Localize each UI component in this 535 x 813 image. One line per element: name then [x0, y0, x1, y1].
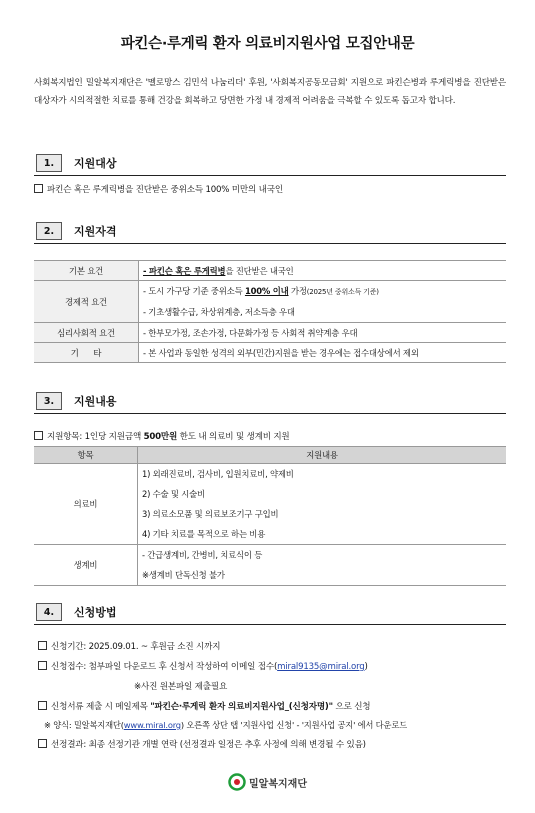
support-value-medical: 1) 외래진료비, 검사비, 입원치료비, 약제비 2) 수술 및 시술비 3) 의료소모품 및 의료보조기구 구입비 4) 기타 치료를 목적으로 하는 비용: [138, 464, 507, 545]
table-row: [34, 545, 506, 586]
intro-paragraph: 사회복지법인 밀알복지재단은 '멜로망스 김민석 나눔리더' 후원, '사회복지공동모금회' 지원으로 파킨슨병과 루게릭병을 진단받은 대상자가 시의적절한 치료를 통해 건강을 회복하고 당면한 가정 내 경제적 어려움을 극복할 수 있도록 돕고자 합니다.: [34, 78, 506, 106]
section-4-label: 신청방법: [74, 606, 117, 619]
section-3-number: 3.: [36, 392, 62, 410]
support-key-medical: 의료비: [34, 464, 138, 545]
column-header-item: 항목: [34, 447, 138, 464]
table-row: [34, 343, 506, 363]
apply-period: 신청기간: 2025.09.01. ~ 후원금 소진 시까지: [38, 640, 220, 652]
section-4-header: [36, 603, 117, 621]
checkbox-icon: [38, 701, 47, 710]
eligibility-key: 기 타: [34, 343, 139, 363]
form-download: ※ 양식: 밀알복지재단(www.miral.org) 오른쪽 상단 탭 '지원사업 신청' - '지원사업 공지' 에서 다운로드: [44, 720, 407, 730]
column-header-content: 지원내용: [138, 447, 507, 464]
section-1-label: 지원대상: [74, 157, 117, 170]
section-1-rule: [34, 175, 506, 176]
website-link[interactable]: www.miral.org: [123, 720, 181, 730]
section-4-number: 4.: [36, 603, 62, 621]
section-1-number: 1.: [36, 154, 62, 172]
photo-note: ※사진 원본파일 제출필요: [134, 682, 228, 692]
section-2-number: 2.: [36, 222, 62, 240]
target-line: [34, 183, 283, 195]
foundation-logo-icon: [228, 773, 246, 791]
foundation-logo: [0, 773, 535, 791]
target-text: 파킨슨 혹은 루게릭병을 진단받은 중위소득 100% 미만의 내국인: [47, 185, 283, 195]
eligibility-table: [34, 260, 506, 363]
apply-method: 신청접수: 첨부파일 다운로드 후 신청서 작성하여 이메일 접수(miral9135@miral.org): [38, 660, 368, 672]
support-line: 지원항목: 1인당 지원금액 500만원 한도 내 의료비 및 생계비 지원: [34, 430, 290, 442]
checkbox-icon: [38, 739, 47, 748]
page-title: 파킨슨·루게릭 환자 의료비지원사업 모집안내문: [120, 36, 415, 52]
section-4-rule: [34, 624, 506, 625]
eligibility-value: - 본 사업과 동일한 성격의 외부(민간)지원을 받는 경우에는 접수대상에서 제외: [139, 343, 507, 363]
section-3-header: [36, 392, 117, 410]
section-1-header: [36, 154, 117, 172]
section-2-rule: [34, 243, 506, 244]
table-row: [34, 261, 506, 281]
section-2-header: [36, 222, 117, 240]
eligibility-value: - 도시 가구당 기준 중위소득 100% 이내 가정(2025년 중위소득 기준) - 기초생활수급, 차상위계층, 저소득층 우대: [139, 281, 507, 323]
table-row: [34, 281, 506, 323]
email-link[interactable]: miral9135@miral.org: [277, 662, 365, 672]
eligibility-key: 기본 요건: [34, 261, 139, 281]
section-2-label: 지원자격: [74, 225, 117, 238]
support-table: [34, 446, 506, 586]
checkbox-icon: [34, 184, 43, 193]
selection-result: 선정결과: 최종 선정기관 개별 연락 (선정결과 일정은 추후 사정에 의해 변경될 수 있음): [38, 738, 366, 750]
checkbox-icon: [38, 641, 47, 650]
checkbox-icon: [38, 661, 47, 670]
support-key-living: 생계비: [34, 545, 138, 586]
foundation-name: 밀알복지재단: [249, 778, 307, 790]
table-row: [34, 323, 506, 343]
checkbox-icon: [34, 431, 43, 440]
section-3-label: 지원내용: [74, 395, 117, 408]
section-3-rule: [34, 413, 506, 414]
eligibility-key: 경제적 요건: [34, 281, 139, 323]
support-value-living: - 간급생계비, 간병비, 치료식이 등 ※생계비 단독신청 불가: [138, 545, 507, 586]
eligibility-value: - 한부모가정, 조손가정, 다문화가정 등 사회적 취약계층 우대: [139, 323, 507, 343]
mail-subject: 신청서류 제출 시 메일제목 "파킨슨·루게릭 환자 의료비지원사업_(신청자명)" 으로 신청: [38, 700, 370, 712]
eligibility-key: 심리사회적 요건: [34, 323, 139, 343]
eligibility-value: - 파킨슨 혹은 루게릭병을 진단받은 내국인: [139, 261, 507, 281]
table-row: [34, 464, 506, 545]
table-header-row: [34, 447, 506, 464]
